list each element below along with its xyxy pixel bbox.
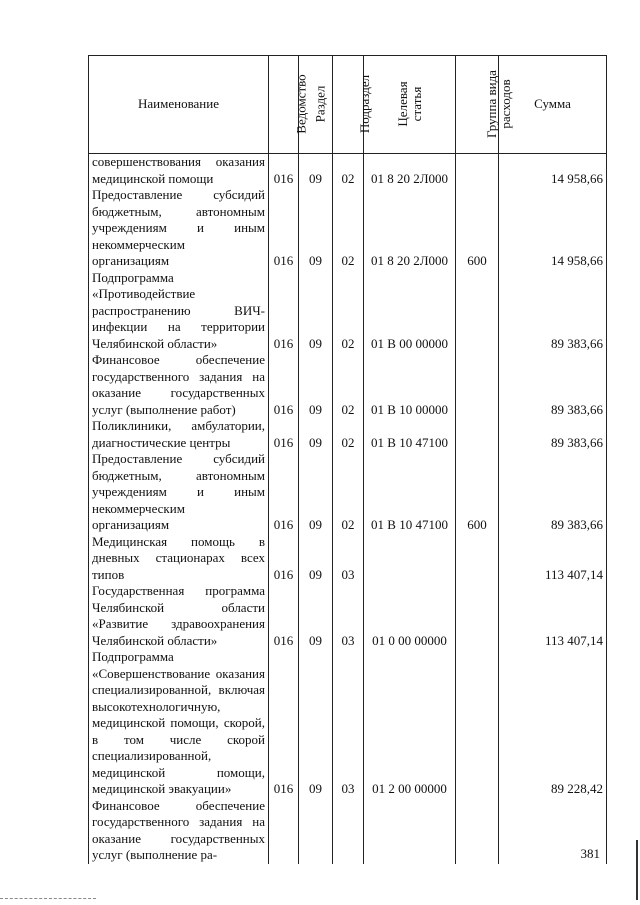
table-row bbox=[89, 270, 607, 353]
header-subsection: Подраздел bbox=[333, 56, 364, 154]
row-target-article: 01 2 00 00000 bbox=[364, 649, 456, 798]
row-expense-group bbox=[456, 798, 499, 864]
row-expense-group bbox=[456, 649, 499, 798]
page-number: 381 bbox=[580, 846, 600, 861]
row-target-article: 01 0 00 00000 bbox=[364, 583, 456, 649]
row-amount: 89 228,42 bbox=[499, 649, 607, 798]
row-subsection: 02 bbox=[333, 270, 364, 353]
row-subsection: 02 bbox=[333, 154, 364, 188]
table-row bbox=[89, 418, 607, 451]
table-row bbox=[89, 583, 607, 649]
row-target-article bbox=[364, 534, 456, 584]
row-amount: 89 383,66 bbox=[499, 418, 607, 451]
row-target-article: 01 В 10 47100 bbox=[364, 451, 456, 534]
row-department: 016 bbox=[269, 649, 299, 798]
row-name: Поликлиники, амбулатории, диагностические центры bbox=[89, 418, 269, 451]
row-department: 016 bbox=[269, 534, 299, 584]
row-expense-group: 600 bbox=[456, 187, 499, 270]
row-department: 016 bbox=[269, 352, 299, 418]
row-subsection: 02 bbox=[333, 418, 364, 451]
header-name: Наименование bbox=[89, 56, 269, 154]
row-expense-group bbox=[456, 534, 499, 584]
table-row bbox=[89, 154, 607, 188]
row-section bbox=[299, 798, 333, 864]
row-target-article: 01 В 10 47100 bbox=[364, 418, 456, 451]
row-target-article: 01 В 10 00000 bbox=[364, 352, 456, 418]
row-subsection: 02 bbox=[333, 187, 364, 270]
row-name: Подпрограмма «Совершенствование оказания специализированной, включая высокотехнологичную, медицинской помощи, скорой, в том числе скорой специализированной, медицинской помощи, медицинской эвакуации» bbox=[89, 649, 269, 798]
row-subsection: 03 bbox=[333, 583, 364, 649]
row-section: 09 bbox=[299, 352, 333, 418]
row-department: 016 bbox=[269, 451, 299, 534]
row-section: 09 bbox=[299, 451, 333, 534]
row-department bbox=[269, 798, 299, 864]
header-expense-group: Группа вида расходов bbox=[456, 56, 499, 154]
row-name: совершенствования оказания медицинской помощи bbox=[89, 154, 269, 188]
row-target-article: 01 8 20 2Л000 bbox=[364, 154, 456, 188]
row-expense-group bbox=[456, 418, 499, 451]
row-subsection: 02 bbox=[333, 352, 364, 418]
row-amount: 89 383,66 bbox=[499, 352, 607, 418]
row-section: 09 bbox=[299, 534, 333, 584]
row-expense-group bbox=[456, 352, 499, 418]
row-name: Государственная программа Челябинской области «Развитие здравоохранения Челябинской области» bbox=[89, 583, 269, 649]
row-name: Предоставление субсидий бюджетным, автономным учреждениям и иным некоммерческим организациям bbox=[89, 451, 269, 534]
table-row bbox=[89, 534, 607, 584]
row-department: 016 bbox=[269, 583, 299, 649]
row-amount: 14 958,66 bbox=[499, 154, 607, 188]
row-amount: 113 407,14 bbox=[499, 534, 607, 584]
header-department: Ведомство bbox=[269, 56, 299, 154]
row-section: 09 bbox=[299, 154, 333, 188]
row-target-article: 01 8 20 2Л000 bbox=[364, 187, 456, 270]
row-section: 09 bbox=[299, 187, 333, 270]
header-amount: Сумма bbox=[499, 56, 607, 154]
table-row bbox=[89, 798, 607, 864]
row-department: 016 bbox=[269, 187, 299, 270]
row-department: 016 bbox=[269, 270, 299, 353]
header-target-article: Целевая статья bbox=[364, 56, 456, 154]
row-department: 016 bbox=[269, 418, 299, 451]
row-section: 09 bbox=[299, 649, 333, 798]
row-subsection: 03 bbox=[333, 649, 364, 798]
page-edge-shadow bbox=[636, 840, 638, 900]
row-amount: 113 407,14 bbox=[499, 583, 607, 649]
row-amount: 89 383,66 bbox=[499, 270, 607, 353]
row-name: Финансовое обеспечение государственного задания на оказание государственных услуг (выполнение работ) bbox=[89, 352, 269, 418]
row-expense-group bbox=[456, 154, 499, 188]
header-section: Раздел bbox=[299, 56, 333, 154]
row-name: Медицинская помощь в дневных стационарах всех типов bbox=[89, 534, 269, 584]
row-subsection bbox=[333, 798, 364, 864]
row-department: 016 bbox=[269, 154, 299, 188]
row-section: 09 bbox=[299, 418, 333, 451]
row-name: Предоставление субсидий бюджетным, автономным учреждениям и иным некоммерческим организациям bbox=[89, 187, 269, 270]
table-row bbox=[89, 451, 607, 534]
row-amount: 14 958,66 bbox=[499, 187, 607, 270]
row-expense-group: 600 bbox=[456, 451, 499, 534]
row-name: Финансовое обеспечение государственного задания на оказание государственных услуг (выполнение ра- bbox=[89, 798, 269, 864]
row-expense-group bbox=[456, 270, 499, 353]
row-expense-group bbox=[456, 583, 499, 649]
row-section: 09 bbox=[299, 583, 333, 649]
budget-table bbox=[88, 55, 607, 864]
row-section: 09 bbox=[299, 270, 333, 353]
table-row bbox=[89, 649, 607, 798]
table-row bbox=[89, 352, 607, 418]
row-subsection: 03 bbox=[333, 534, 364, 584]
row-target-article bbox=[364, 798, 456, 864]
scan-artifact-line bbox=[0, 898, 96, 899]
table-row bbox=[89, 187, 607, 270]
row-name: Подпрограмма «Противодействие распространению ВИЧ-инфекции на территории Челябинской области» bbox=[89, 270, 269, 353]
row-target-article: 01 В 00 00000 bbox=[364, 270, 456, 353]
table-header-row bbox=[89, 56, 607, 154]
row-amount: 89 383,66 bbox=[499, 451, 607, 534]
row-subsection: 02 bbox=[333, 451, 364, 534]
